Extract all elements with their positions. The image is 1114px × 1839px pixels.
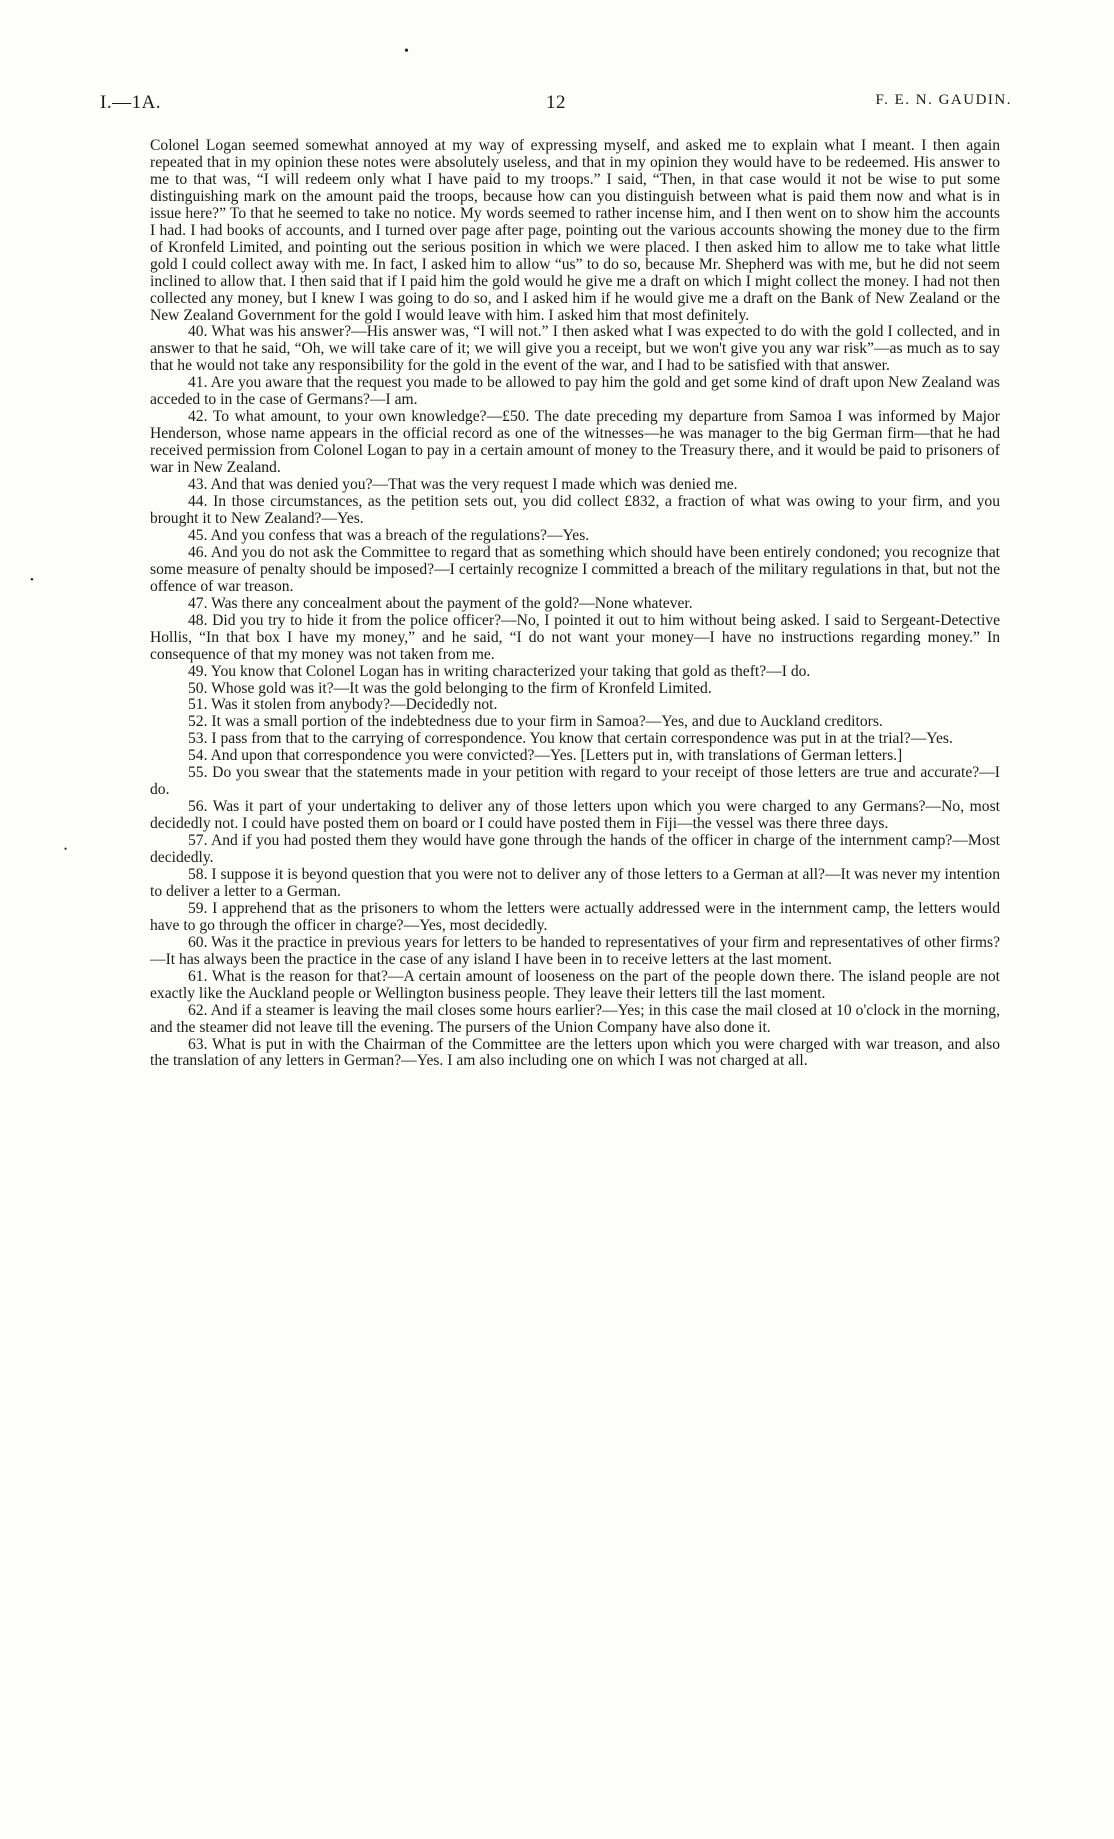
question-48: 48. Did you try to hide it from the police officer?—No, I pointed it out to him without being asked. I said to Sergeant-Detective Hollis, “In that box I have my money,” and he said, “I do not want your money—I have no instructions regarding money.” In consequence of that my money was not taken from me. xyxy=(150,611,1000,663)
paragraph-continued: Colonel Logan seemed somewhat annoyed at my way of expressing myself, and asked me to explain what I meant. I then again repeated that in my opinion these notes were absolutely useless, and that in my opinion they would have to be redeemed. His answer to me to that was, “I will redeem only what I have paid to my troops.” I said, “Then, in that case would it not be wise to put some distinguishing mark on the amount paid the troops, because how can you distinguish between what is paid them now and what is in issue here?” To that he seemed to take no notice. My words seemed to rather incense him, and I then went on to show him the accounts I had. I had books of accounts, and I turned over page after page, pointing out the various accounts showing the money due to the firm of Kronfeld Limited, and pointing out the serious position in which we were placed. I then asked him to allow me to take what little gold I could collect away with me. In fact, I asked him to allow “us” to do so, because Mr. Shepherd was with me, but he did not seem inclined to allow that. I then said that if I paid him the gold would he give me a draft on which I might collect the money. I had not then collected any money, but I knew I was going to do so, and I asked him if he would give me a draft on the Bank of New Zealand or the New Zealand Government for the gold I would leave with him. I asked him that most definitely. xyxy=(150,137,1000,324)
question-58: 58. I suppose it is beyond question that you were not to deliver any of those letters to a German at all?—It was never my intention to deliver a letter to a German. xyxy=(150,865,1000,900)
question-56: 56. Was it part of your undertaking to deliver any of those letters upon which you were charged to any Germans?—No, most decidedly not. I could have posted them on board or I could have posted them in Fiji—the vessel was there three days. xyxy=(150,798,1000,833)
question-45: 45. And you confess that was a breach of the regulations?—Yes. xyxy=(188,526,590,544)
question-51: 51. Was it stolen from anybody?—Decidedly not. xyxy=(188,696,498,714)
question-60: 60. Was it the practice in previous years for letters to be handed to representatives of your firm and representatives of other firms?—It has always been the practice in the case of any island I have been in to receive letters at the last moment. xyxy=(150,933,1000,968)
paper-reference: I.—1A. xyxy=(100,92,162,113)
question-46: 46. And you do not ask the Committee to regard that as something which should have been entirely condoned; you recognize that some measure of penalty should be imposed?—I certainly recognize I committed a breach of the military regulations in that, but not the offence of war treason. xyxy=(150,543,1000,595)
page-header xyxy=(100,92,1012,124)
question-42: 42. To what amount, to your own knowledge?—£50. The date preceding my departure from Samoa I was informed by Major Henderson, whose name appears in the official record as one of the witnesses—he was manager to the big German firm—that he had received permission from Colonel Logan to pay in a certain amount of money to the Treasury there, and it would be paid to prisoners of war in New Zealand. xyxy=(150,408,1000,477)
ink-mark: • xyxy=(404,44,409,59)
witness-name: F. E. N. GAUDIN. xyxy=(875,92,1012,108)
ink-mark: • xyxy=(30,574,34,586)
page-number: 12 xyxy=(546,92,566,113)
question-50: 50. Whose gold was it?—It was the gold belonging to the firm of Kronfeld Limited. xyxy=(188,679,712,697)
document-body xyxy=(150,138,1000,1070)
question-55: 55. Do you swear that the statements made in your petition with regard to your receipt of those letters are true and accurate?—I do. xyxy=(150,764,1000,799)
question-61: 61. What is the reason for that?—A certain amount of looseness on the part of the people down there. The island people are not exactly like the Auckland people or Wellington business people. They leave their letters till the last moment. xyxy=(150,967,1000,1002)
question-53: 53. I pass from that to the carrying of correspondence. You know that certain correspondence was put in at the trial?—Yes. xyxy=(188,730,953,748)
question-62: 62. And if a steamer is leaving the mail closes some hours earlier?—Yes; in this case the mail closed at 10 o'clock in the morning, and the steamer did not leave till the evening. The pursers of the Union Company have also done it. xyxy=(150,1001,1000,1036)
question-41: 41. Are you aware that the request you made to be allowed to pay him the gold and get some kind of draft upon New Zealand was acceded to in the case of Germans?—I am. xyxy=(150,374,1000,409)
question-40: 40. What was his answer?—His answer was, “I will not.” I then asked what I was expected to do with the gold I collected, and in answer to that he said, “Oh, we will take care of it; we will give you a receipt, but we won't give you any war risk”—as much as to say that he would not take any responsibility for the gold in the event of the war, and I had to be satisfied with that answer. xyxy=(150,323,1000,375)
question-44: 44. In those circumstances, as the petition sets out, you did collect £832, a fraction of what was owing to your firm, and you brought it to New Zealand?—Yes. xyxy=(150,493,1000,527)
question-52: 52. It was a small portion of the indebtedness due to your firm in Samoa?—Yes, and due to Auckland creditors. xyxy=(188,713,883,731)
question-43: 43. And that was denied you?—That was the very request I made which was denied me. xyxy=(188,476,738,494)
ink-mark: • xyxy=(64,844,68,854)
question-49: 49. You know that Colonel Logan has in writing characterized your taking that gold as theft?—I do. xyxy=(188,662,811,680)
question-47: 47. Was there any concealment about the payment of the gold?—None whatever. xyxy=(188,594,693,612)
question-63: 63. What is put in with the Chairman of the Committee are the letters upon which you were charged with war treason, and also the translation of any letters in German?—Yes. I am also including one on which I was not charged at all. xyxy=(150,1035,1000,1070)
question-54: 54. And upon that correspondence you were convicted?—Yes. [Letters put in, with translations of German letters.] xyxy=(188,747,903,765)
question-57: 57. And if you had posted them they would have gone through the hands of the officer in charge of the internment camp?—Most decidedly. xyxy=(150,832,1000,867)
question-59: 59. I apprehend that as the prisoners to whom the letters were actually addressed were in the internment camp, the letters would have to go through the officer in charge?—Yes, most decidedly. xyxy=(150,899,1000,934)
